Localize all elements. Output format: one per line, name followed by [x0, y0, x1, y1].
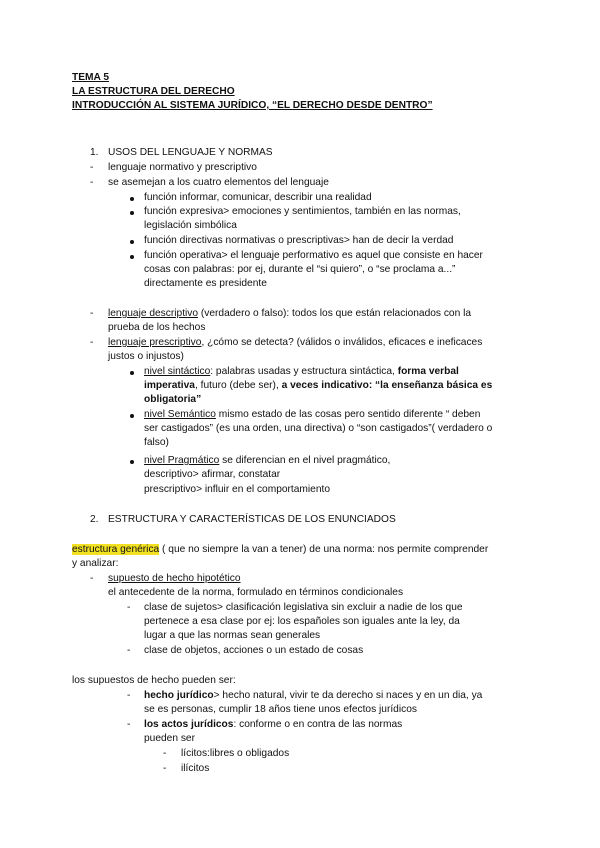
list-item: nivel sintáctico: palabras usadas y estructura sintáctica, forma verbal	[144, 366, 459, 377]
bullet-icon	[130, 255, 134, 259]
list-item-continued: lugar a que las normas sean generales	[144, 630, 321, 641]
paragraph-continued: y analizar:	[72, 558, 119, 569]
dash-marker: -	[90, 177, 94, 188]
list-item: clase de objetos, acciones o un estado de cosas	[144, 645, 364, 656]
term-descriptive: lenguaje descriptivo	[108, 308, 199, 319]
dash-marker: -	[127, 719, 131, 730]
section-2-number: 2.	[90, 514, 99, 525]
list-item: hecho jurídico> hecho natural, vivir te da derecho si naces y en un dia, ya	[144, 690, 483, 701]
list-item-continued: descriptivo> afirmar, constatar	[144, 469, 281, 480]
list-item-continued: pueden ser	[144, 733, 195, 744]
list-item: nivel Semántico mismo estado de las cosas pero sentido diferente “ deben	[144, 409, 481, 420]
dash-marker: -	[163, 763, 167, 774]
dash-marker: -	[90, 308, 94, 319]
list-item: función informar, comunicar, describir una realidad	[144, 192, 372, 203]
dash-marker: -	[90, 162, 94, 173]
dash-marker: -	[127, 645, 131, 656]
section-1-number: 1.	[90, 147, 99, 158]
list-item-continued: prueba de los hechos	[108, 322, 206, 333]
list-item-continued: justos o injustos)	[108, 351, 184, 362]
list-item: lícitos:libres o obligados	[181, 748, 290, 759]
dash-marker: -	[90, 573, 94, 584]
list-item: clase de sujetos> clasificación legislativa sin excluir a nadie de los que	[144, 602, 463, 613]
bullet-icon	[130, 211, 134, 215]
bullet-icon	[130, 197, 134, 201]
list-item: función operativa> el lenguaje performativo es aquel que consiste en hacer	[144, 250, 483, 261]
bullet-icon	[130, 371, 134, 375]
list-item: función expresiva> emociones y sentimientos, también en las normas,	[144, 206, 461, 217]
list-item-continued: pertenece a esa clase por ej: los españoles son iguales ante la ley, da	[144, 616, 460, 627]
list-item-continued: prescriptivo> influir en el comportamiento	[144, 484, 331, 495]
list-item: función directivas normativas o prescriptivas> han de decir la verdad	[144, 235, 454, 246]
paragraph: los supuestos de hecho pueden ser:	[72, 675, 236, 686]
dash-marker: -	[127, 690, 131, 701]
section-1-title: USOS DEL LENGUAJE Y NORMAS	[108, 147, 273, 158]
list-item-continued: legislación simbólica	[144, 220, 237, 231]
dash-marker: -	[127, 602, 131, 613]
list-item-continued: ser castigados” (es una orden, una directiva) o “son castigados”( verdadero o	[144, 423, 493, 434]
dash-marker: -	[163, 748, 167, 759]
term-prescriptive: lenguaje prescriptivo	[108, 337, 202, 348]
dash-marker: -	[90, 337, 94, 348]
list-item-continued: directamente es presidente	[144, 278, 267, 289]
list-item-continued: obligatoria”	[144, 394, 202, 405]
paragraph: estructura genérica ( que no siempre la van a tener) de una norma: nos permite comprender	[72, 544, 489, 555]
bullet-icon	[130, 240, 134, 244]
list-item: supuesto de hecho hipotético	[108, 573, 241, 584]
list-item: los actos jurídicos: conforme o en contra de las normas	[144, 719, 403, 730]
highlighted-term: estructura genérica	[72, 544, 160, 555]
list-item: lenguaje normativo y prescriptivo	[108, 162, 257, 173]
topic-number: TEMA 5	[72, 72, 109, 83]
list-item: lenguaje prescriptivo, ¿cómo se detecta? (válidos o inválidos, eficaces e ineficaces	[108, 337, 483, 348]
list-item-continued: cosas con palabras: por ej, durante el “si quiero”, o “se proclama a...”	[144, 264, 456, 275]
list-item-continued: se es personas, cumplir 18 años tiene unos efectos jurídicos	[144, 704, 417, 715]
list-item: se asemejan a los cuatro elementos del lenguaje	[108, 177, 329, 188]
document-subtitle: INTRODUCCIÓN AL SISTEMA JURÍDICO, “EL DERECHO DESDE DENTRO”	[72, 100, 433, 111]
section-2-title: ESTRUCTURA Y CARACTERÍSTICAS DE LOS ENUNCIADOS	[108, 514, 396, 525]
list-item: ilícitos	[181, 763, 210, 774]
list-item: lenguaje descriptivo (verdadero o falso): todos los que están relacionados con la	[108, 308, 472, 319]
list-item: nivel Pragmático se diferencian en el nivel pragmático,	[144, 455, 391, 466]
bullet-icon	[130, 414, 134, 418]
list-item-continued: imperativa, futuro (debe ser), a veces indicativo: “la enseñanza básica es	[144, 380, 493, 391]
list-item-continued: falso)	[144, 437, 169, 448]
bullet-icon	[130, 460, 134, 464]
list-item-continued: el antecedente de la norma, formulado en términos condicionales	[108, 587, 404, 598]
document-title: LA ESTRUCTURA DEL DERECHO	[72, 86, 235, 97]
